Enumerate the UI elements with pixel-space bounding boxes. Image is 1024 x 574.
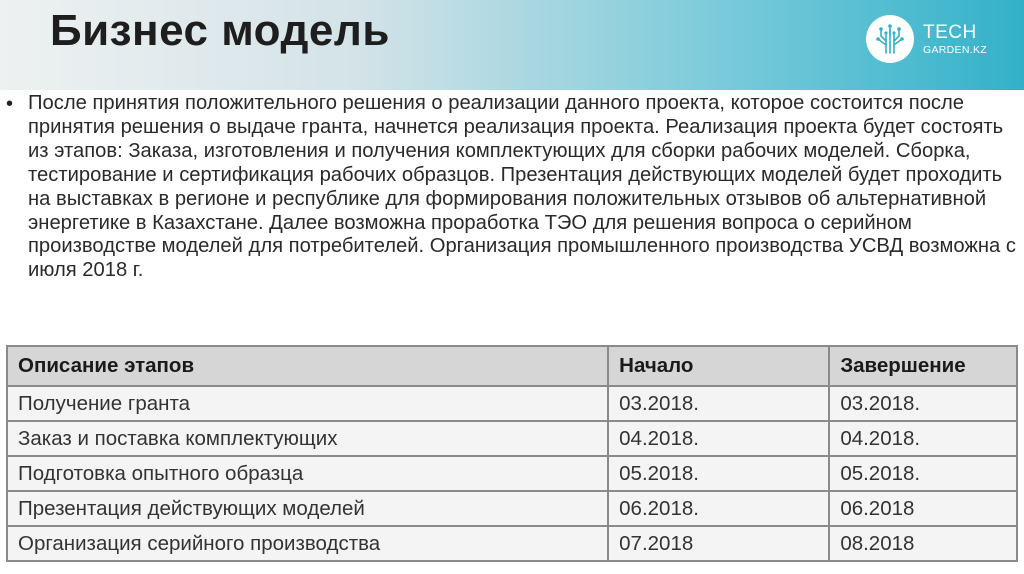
- stage-start: 04.2018.: [608, 421, 829, 456]
- bullet-item: [6, 92, 1016, 283]
- stage-description: Заказ и поставка комплектующих: [7, 421, 608, 456]
- stage-description: Организация серийного производства: [7, 526, 608, 561]
- title-bar: [0, 0, 1024, 90]
- stage-start: 05.2018.: [608, 456, 829, 491]
- header-end: Завершение: [829, 346, 1017, 386]
- stage-description: Получение гранта: [7, 386, 608, 421]
- slide-title: Бизнес модель: [50, 6, 390, 55]
- table-row: [7, 526, 1017, 561]
- table-row: [7, 491, 1017, 526]
- stage-end: 08.2018: [829, 526, 1017, 561]
- logo-line-2: GARDEN.KZ: [923, 43, 987, 56]
- tree-circuit-logo-icon: [866, 15, 914, 63]
- stages-table: [6, 345, 1018, 562]
- header-start: Начало: [608, 346, 829, 386]
- header-description: Описание этапов: [7, 346, 608, 386]
- table-header-row: [7, 346, 1017, 386]
- stage-start: 07.2018: [608, 526, 829, 561]
- tech-garden-logo: [866, 15, 987, 63]
- bullet-icon: •: [6, 93, 14, 115]
- stage-start: 06.2018.: [608, 491, 829, 526]
- logo-line-1: TECH: [923, 21, 977, 43]
- stage-description: Подготовка опытного образца: [7, 456, 608, 491]
- stage-end: 06.2018: [829, 491, 1017, 526]
- stage-start: 03.2018.: [608, 386, 829, 421]
- stage-end: 05.2018.: [829, 456, 1017, 491]
- table-row: [7, 456, 1017, 491]
- table-row: [7, 421, 1017, 456]
- stage-description: Презентация действующих моделей: [7, 491, 608, 526]
- table-row: [7, 386, 1017, 421]
- logo-text: [923, 23, 987, 56]
- stage-end: 04.2018.: [829, 421, 1017, 456]
- stage-end: 03.2018.: [829, 386, 1017, 421]
- body-paragraph: После принятия положительного решения о реализации данного проекта, которое состоится после принятия решения о выдаче гранта, начнется реализация проекта. Реализация проекта будет состоять из этапов: Заказа, изготовления и получения комплектующих для сборки рабочих моделей. Сборка, тестирование и сертификация рабочих образцов. Презентация действующих моделей будет проходить на выставках в регионе и республике для формирования положительных отзывов об альтернативной энергетике в Казахстане. Далее возможна проработка ТЭО для решения вопроса о серийном производстве моделей для потребителей. Организация промышленного производства УСВД возможна с июля 2018 г.: [28, 92, 1016, 282]
